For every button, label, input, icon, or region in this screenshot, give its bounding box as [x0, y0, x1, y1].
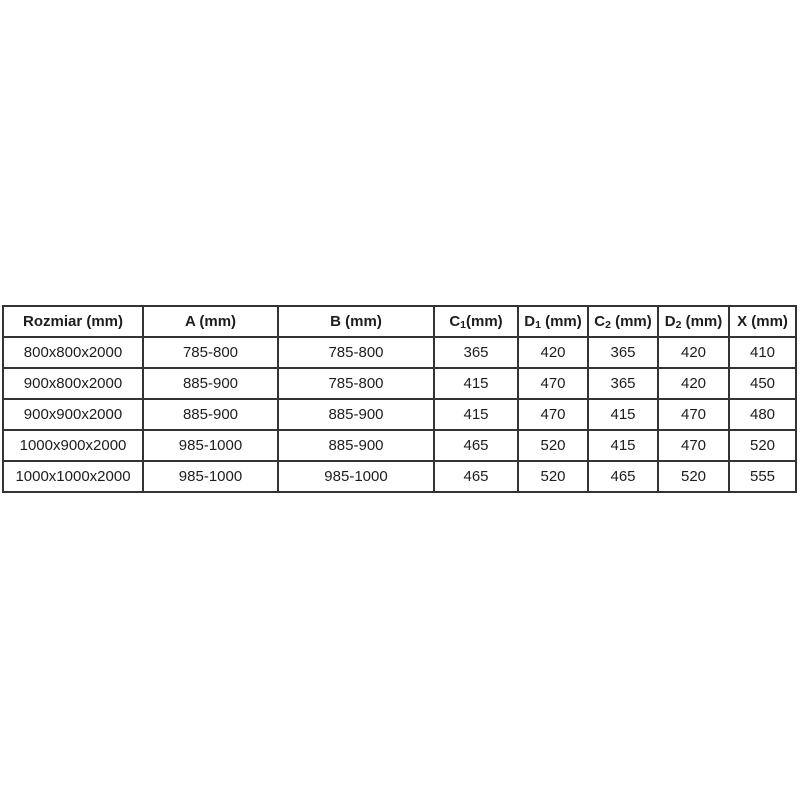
cell-a: 785-800 — [143, 337, 278, 368]
column-header-c2: $C_2$ (mm) — [588, 306, 658, 337]
cell-c2: 365 — [588, 337, 658, 368]
table-row-3 — [3, 399, 796, 430]
dimensions-table-container — [2, 305, 795, 493]
cell-d1: 420 — [518, 337, 588, 368]
cell-b: 985-1000 — [278, 461, 434, 492]
cell-size: 900x800x2000 — [3, 368, 143, 399]
cell-x: 555 — [729, 461, 796, 492]
table-row-4 — [3, 430, 796, 461]
cell-c2: 365 — [588, 368, 658, 399]
column-header-d2: $D_2$ (mm) — [658, 306, 729, 337]
cell-size: 900x900x2000 — [3, 399, 143, 430]
table-row-1 — [3, 337, 796, 368]
cell-x: 480 — [729, 399, 796, 430]
cell-b: 785-800 — [278, 337, 434, 368]
header-row — [3, 306, 796, 337]
cell-d1: 520 — [518, 461, 588, 492]
column-header-x: X (mm) — [729, 306, 796, 337]
cell-d2: 520 — [658, 461, 729, 492]
cell-size: 800x800x2000 — [3, 337, 143, 368]
cell-c2: 465 — [588, 461, 658, 492]
cell-c1: 365 — [434, 337, 518, 368]
column-header-b: B (mm) — [278, 306, 434, 337]
cell-c1: 415 — [434, 399, 518, 430]
cell-size: 1000x900x2000 — [3, 430, 143, 461]
cell-d1: 520 — [518, 430, 588, 461]
cell-d2: 420 — [658, 337, 729, 368]
column-header-c1: $C_1(mm)$ — [434, 306, 518, 337]
cell-d2: 420 — [658, 368, 729, 399]
cell-d2: 470 — [658, 430, 729, 461]
cell-c2: 415 — [588, 399, 658, 430]
table-row-2 — [3, 368, 796, 399]
column-header-d1: $D_1$ (mm) — [518, 306, 588, 337]
cell-x: 520 — [729, 430, 796, 461]
cell-b: 785-800 — [278, 368, 434, 399]
cell-x: 450 — [729, 368, 796, 399]
cell-c1: 465 — [434, 430, 518, 461]
cell-b: 885-900 — [278, 430, 434, 461]
cell-c2: 415 — [588, 430, 658, 461]
cell-d1: 470 — [518, 399, 588, 430]
table-row-5 — [3, 461, 796, 492]
cell-d1: 470 — [518, 368, 588, 399]
spec-table — [2, 305, 797, 493]
column-header-a: A (mm) — [143, 306, 278, 337]
cell-b: 885-900 — [278, 399, 434, 430]
cell-a: 885-900 — [143, 399, 278, 430]
column-header-rozmiar: Rozmiar (mm) — [3, 306, 143, 337]
cell-a: 985-1000 — [143, 430, 278, 461]
cell-size: 1000x1000x2000 — [3, 461, 143, 492]
cell-a: 985-1000 — [143, 461, 278, 492]
cell-c1: 415 — [434, 368, 518, 399]
cell-c1: 465 — [434, 461, 518, 492]
cell-d2: 470 — [658, 399, 729, 430]
cell-a: 885-900 — [143, 368, 278, 399]
cell-x: 410 — [729, 337, 796, 368]
